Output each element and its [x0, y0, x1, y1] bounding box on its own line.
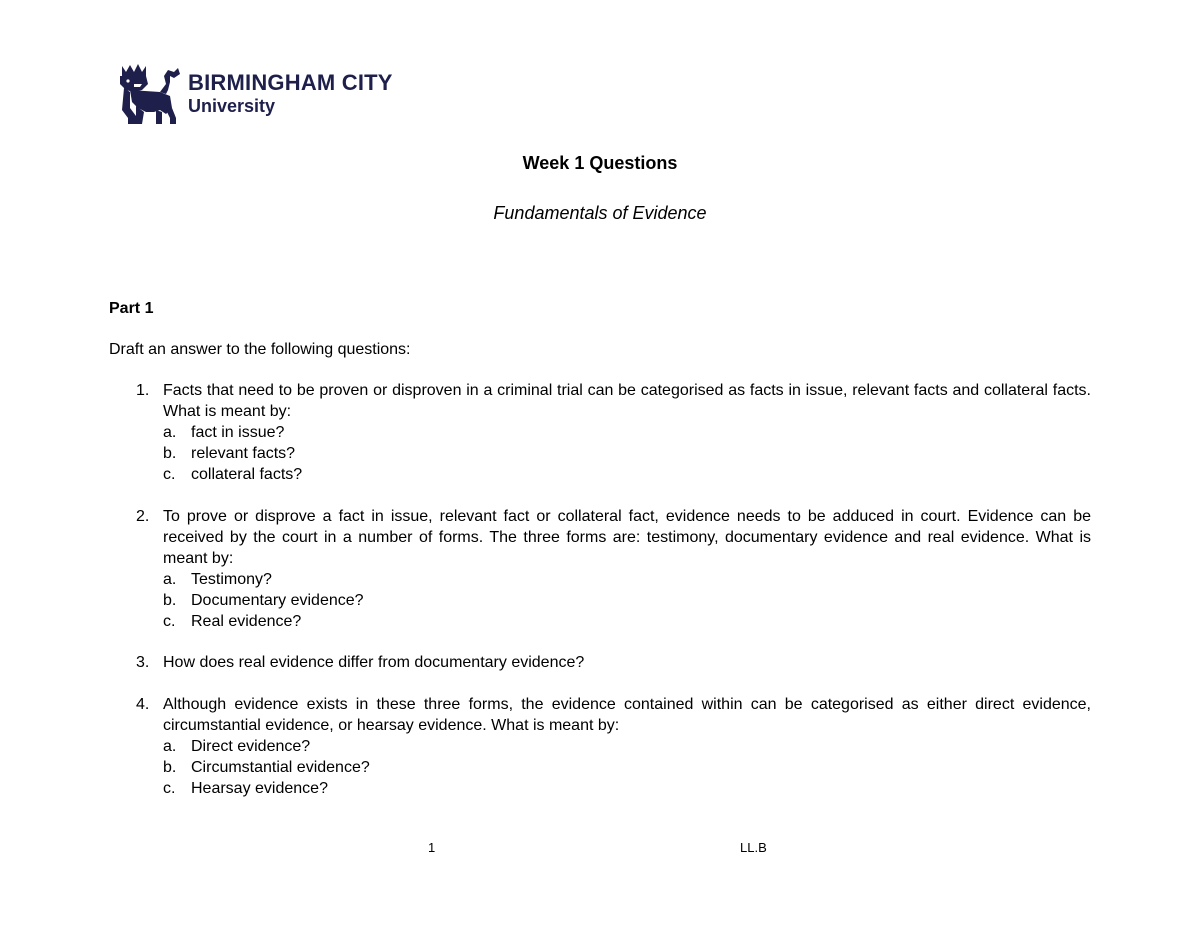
document-title: Week 1 Questions	[522, 153, 678, 173]
sub-question: c. Hearsay evidence?	[163, 780, 328, 797]
question-number: 4.	[136, 696, 150, 713]
document-subtitle: Fundamentals of Evidence	[493, 203, 707, 223]
sub-question: b. relevant facts?	[163, 445, 296, 462]
page-number: 1	[428, 840, 436, 855]
part-heading: Part 1	[109, 300, 154, 317]
university-logo	[116, 62, 393, 126]
question-text: To prove or disprove a fact in issue, relevant fact or collateral fact, evidence needs to be adduced in court. Evidence can be received by the court in a number of forms. The three forms are: testimony, documentary evidence and real evidence. What is meant by:	[163, 508, 1091, 567]
intro-text: Draft an answer to the following questions:	[109, 341, 411, 358]
sub-question: c. collateral facts?	[163, 466, 303, 483]
question-3	[109, 652, 1091, 673]
question-number: 3.	[136, 654, 150, 671]
footer-code: LL.B	[740, 840, 767, 855]
logo-line-1: BIRMINGHAM CITY	[188, 70, 393, 95]
sub-question: b. Documentary evidence?	[163, 592, 364, 609]
question-number: 2.	[136, 508, 150, 525]
question-text: How does real evidence differ from documentary evidence?	[163, 654, 585, 671]
sub-question: a. fact in issue?	[163, 424, 285, 441]
lion-rampant-icon	[116, 62, 182, 126]
question-1	[109, 380, 1091, 485]
question-4	[109, 694, 1091, 799]
question-text: Although evidence exists in these three forms, the evidence contained within can be categorised as either direct evidence, circumstantial evidence, or hearsay evidence. What is meant by:	[163, 696, 1091, 734]
logo-line-2: University	[188, 96, 276, 116]
sub-question: a. Direct evidence?	[163, 738, 311, 755]
question-number: 1.	[136, 382, 150, 399]
question-2	[109, 506, 1091, 632]
question-text: Facts that need to be proven or disproven in a criminal trial can be categorised as facts in issue, relevant facts and collateral facts. What is meant by:	[163, 382, 1091, 420]
sub-question: a. Testimony?	[163, 571, 272, 588]
sub-question: c. Real evidence?	[163, 613, 302, 630]
sub-question: b. Circumstantial evidence?	[163, 759, 370, 776]
